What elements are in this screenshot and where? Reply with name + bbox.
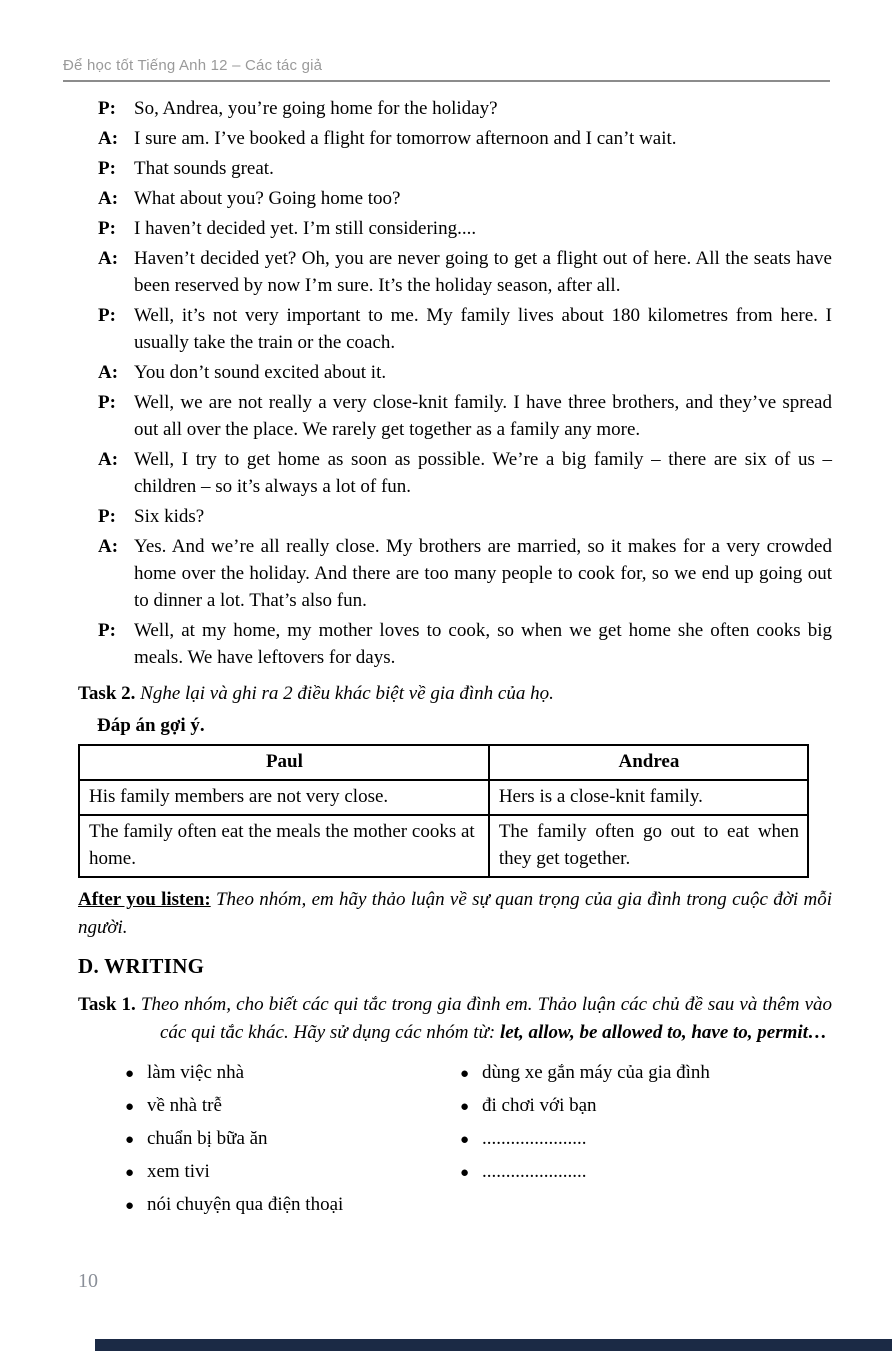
after-you-listen-label: After you listen: bbox=[78, 889, 211, 910]
table-row bbox=[79, 815, 808, 877]
table-header-row bbox=[79, 745, 808, 780]
speaker-label: A: bbox=[98, 449, 119, 470]
header-divider bbox=[63, 80, 830, 82]
dialogue-text: Six kids? bbox=[134, 506, 205, 527]
speaker-label: P: bbox=[98, 158, 116, 179]
speaker-label: P: bbox=[98, 392, 116, 413]
dialogue-text: Haven’t decided yet? Oh, you are never going to get a flight out of here. All the seats have been reserved by now I’m sure. It’s the holiday season, after all. bbox=[134, 248, 832, 296]
dialogue-text: Yes. And we’re all really close. My brothers are married, so it makes for a very crowded home over the holiday. And there are too many people to cook for, so we end up going out to dinner a lot. That’s also fun. bbox=[134, 536, 832, 611]
speaker-label: A: bbox=[98, 536, 119, 557]
task2-label: Task 2. bbox=[78, 683, 136, 704]
list-item bbox=[460, 1090, 800, 1123]
bullet-column-left bbox=[125, 1057, 460, 1222]
dialogue-line bbox=[98, 125, 832, 152]
dialogue-text: I haven’t decided yet. I’m still considering.... bbox=[134, 218, 477, 239]
dialogue-line bbox=[98, 245, 832, 299]
task1-instruction bbox=[0, 991, 892, 1047]
speaker-label: P: bbox=[98, 305, 116, 326]
list-item bbox=[460, 1123, 800, 1156]
after-you-listen-text: Theo nhóm, em hãy thảo luận về sự quan trọng của gia đình trong cuộc đời mỗi người. bbox=[78, 889, 833, 938]
dialogue-line bbox=[98, 215, 832, 242]
list-item-label: đi chơi với bạn bbox=[482, 1095, 597, 1116]
list-item bbox=[460, 1057, 800, 1090]
answer-key-label: Đáp án gợi ý. bbox=[97, 715, 205, 736]
speaker-label: A: bbox=[98, 188, 119, 209]
speaker-label: P: bbox=[98, 218, 116, 239]
list-item bbox=[460, 1156, 800, 1189]
page-header-title: Để học tốt Tiếng Anh 12 – Các tác giả bbox=[63, 57, 323, 74]
dialogue-line bbox=[98, 617, 832, 671]
footer-bar bbox=[95, 1339, 892, 1351]
task2-text: Nghe lại và ghi ra 2 điều khác biệt về gia đình của họ. bbox=[135, 683, 554, 704]
dialogue-text: I sure am. I’ve booked a flight for tomorrow afternoon and I can’t wait. bbox=[134, 128, 677, 149]
speaker-label: A: bbox=[98, 362, 119, 383]
dialogue-text: Well, I try to get home as soon as possible. We’re a big family – there are six of us – children – so it’s always a lot of fun. bbox=[134, 449, 832, 497]
task1-label: Task 1. bbox=[78, 994, 136, 1015]
after-you-listen bbox=[0, 886, 892, 942]
table-header-andrea: Andrea bbox=[489, 745, 808, 780]
dialogue-line bbox=[98, 185, 832, 212]
answer-table bbox=[78, 744, 809, 878]
table-cell-andrea-1: Hers is a close-knit family. bbox=[489, 780, 808, 815]
speaker-label: A: bbox=[98, 248, 119, 269]
dialogue-text: Well, we are not really a very close-knit family. I have three brothers, and they’ve spread out all over the place. We rarely get together as a family any more. bbox=[134, 392, 832, 440]
list-item-label: ...................... bbox=[482, 1161, 587, 1182]
bullet-column-right bbox=[460, 1057, 800, 1222]
list-item bbox=[125, 1156, 460, 1189]
list-item-label: nói chuyện qua điện thoại bbox=[147, 1194, 344, 1215]
list-item-label: xem tivi bbox=[147, 1161, 210, 1182]
dialogue-line bbox=[98, 95, 832, 122]
dialogue-text: What about you? Going home too? bbox=[134, 188, 401, 209]
dialogue-line bbox=[98, 389, 832, 443]
list-item-label: về nhà trễ bbox=[147, 1095, 222, 1116]
task1-text: Theo nhóm, cho biết các qui tắc trong gia đình em. Thảo luận các chủ đề sau và thêm vào các qui tắc khác. Hãy sử dụng các nhóm từ: bbox=[135, 994, 833, 1043]
dialogue-text: Well, at my home, my mother loves to cook, so when we get home she often cooks big meals. We have leftovers for days. bbox=[134, 620, 832, 668]
bullet-icon: ● bbox=[460, 1099, 470, 1115]
list-item bbox=[125, 1090, 460, 1123]
dialogue-line bbox=[98, 446, 832, 500]
list-item-label: làm việc nhà bbox=[147, 1062, 245, 1083]
dialogue-line bbox=[98, 533, 832, 614]
speaker-label: P: bbox=[98, 98, 116, 119]
list-item-label: ...................... bbox=[482, 1128, 587, 1149]
table-cell-paul-1: His family members are not very close. bbox=[79, 780, 489, 815]
task1-emphasis: let, allow, be allowed to, have to, permit… bbox=[499, 1022, 827, 1043]
dialogue-text: You don’t sound excited about it. bbox=[134, 362, 387, 383]
list-item bbox=[125, 1189, 460, 1222]
table-header-paul: Paul bbox=[79, 745, 489, 780]
topic-bullet-list bbox=[0, 1057, 892, 1222]
dialogue-text: That sounds great. bbox=[134, 158, 274, 179]
speaker-label: A: bbox=[98, 128, 119, 149]
list-item-label: dùng xe gắn máy của gia đình bbox=[482, 1062, 710, 1083]
bullet-icon: ● bbox=[125, 1198, 135, 1214]
dialogue-line bbox=[98, 359, 832, 386]
bullet-icon: ● bbox=[125, 1099, 135, 1115]
list-item-label: chuẩn bị bữa ăn bbox=[147, 1128, 268, 1149]
table-row bbox=[79, 780, 808, 815]
speaker-label: P: bbox=[98, 620, 116, 641]
speaker-label: P: bbox=[98, 506, 116, 527]
bullet-icon: ● bbox=[125, 1132, 135, 1148]
list-item bbox=[125, 1057, 460, 1090]
bullet-icon: ● bbox=[125, 1066, 135, 1082]
dialogue-line bbox=[98, 155, 832, 182]
bullet-icon: ● bbox=[460, 1165, 470, 1181]
page-header bbox=[0, 0, 892, 82]
dialogue-line bbox=[98, 302, 832, 356]
bullet-icon: ● bbox=[460, 1066, 470, 1082]
bullet-icon: ● bbox=[460, 1132, 470, 1148]
table-cell-paul-2: The family often eat the meals the mother cooks at home. bbox=[79, 815, 489, 877]
dialogue-text: So, Andrea, you’re going home for the holiday? bbox=[134, 98, 498, 119]
section-heading-writing: D. WRITING bbox=[78, 954, 205, 978]
page-number: 10 bbox=[78, 1270, 98, 1292]
table-cell-andrea-2: The family often go out to eat when they get together. bbox=[489, 815, 808, 877]
list-item bbox=[125, 1123, 460, 1156]
dialogue-transcript bbox=[0, 95, 892, 671]
bullet-icon: ● bbox=[125, 1165, 135, 1181]
dialogue-line bbox=[98, 503, 832, 530]
dialogue-text: Well, it’s not very important to me. My family lives about 180 kilometres from here. I usually take the train or the coach. bbox=[134, 305, 832, 353]
task2-instruction bbox=[0, 680, 892, 708]
